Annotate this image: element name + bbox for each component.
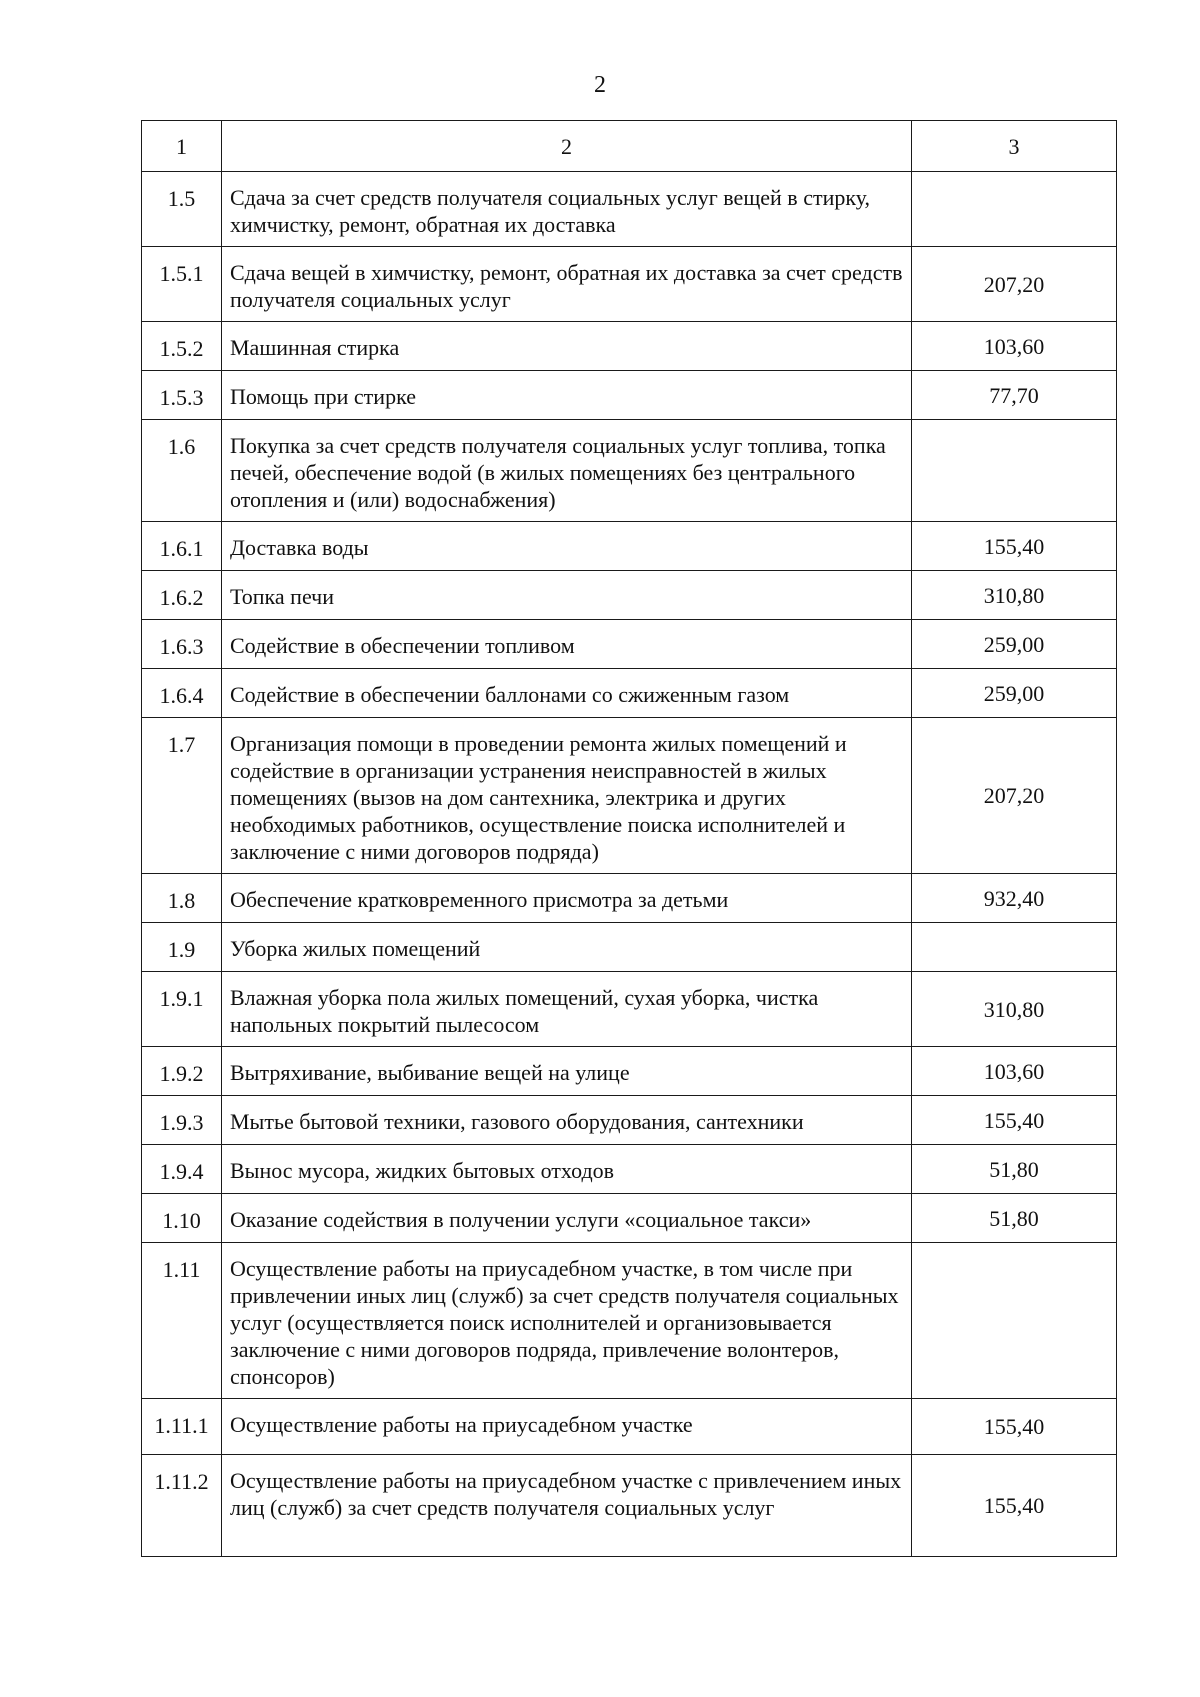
- service-price-cell: 207,20: [912, 718, 1117, 874]
- row-number-cell: 1.9.1: [142, 972, 222, 1047]
- row-number-cell: 1.5: [142, 172, 222, 247]
- table-row: [142, 1399, 1117, 1455]
- row-number-cell: 1.9: [142, 923, 222, 972]
- table-row: [142, 371, 1117, 420]
- service-name-cell: Осуществление работы на приусадебном участке с привлечением иных лиц (служб) за счет средств получателя социальных услуг: [222, 1455, 912, 1557]
- service-price-cell: 103,60: [912, 1047, 1117, 1096]
- row-number-cell: 1.6: [142, 420, 222, 522]
- row-number-cell: 1.11.1: [142, 1399, 222, 1455]
- row-number-cell: 1.5.3: [142, 371, 222, 420]
- service-name-cell: Топка печи: [222, 571, 912, 620]
- service-price-cell: 155,40: [912, 1399, 1117, 1455]
- row-number-cell: 1.5.2: [142, 322, 222, 371]
- header-cell-column-3: 3: [912, 121, 1117, 172]
- row-number-cell: 1.5.1: [142, 247, 222, 322]
- service-name-cell: Осуществление работы на приусадебном участке: [222, 1399, 912, 1455]
- service-price-cell: 155,40: [912, 1096, 1117, 1145]
- table-row: [142, 420, 1117, 522]
- service-price-cell: 51,80: [912, 1145, 1117, 1194]
- service-name-cell: Сдача за счет средств получателя социальных услуг вещей в стирку, химчистку, ремонт, обратная их доставка: [222, 172, 912, 247]
- row-number-cell: 1.9.2: [142, 1047, 222, 1096]
- table-row: [142, 1194, 1117, 1243]
- service-price-cell: 259,00: [912, 620, 1117, 669]
- service-name-cell: Помощь при стирке: [222, 371, 912, 420]
- header-cell-column-2: 2: [222, 121, 912, 172]
- table-row: [142, 1243, 1117, 1399]
- table-row: [142, 669, 1117, 718]
- row-number-cell: 1.8: [142, 874, 222, 923]
- table-row: [142, 247, 1117, 322]
- table-row: [142, 1145, 1117, 1194]
- table-row: [142, 1047, 1117, 1096]
- service-price-cell: 155,40: [912, 1455, 1117, 1557]
- row-number-cell: 1.11.2: [142, 1455, 222, 1557]
- service-name-cell: Уборка жилых помещений: [222, 923, 912, 972]
- service-name-cell: Организация помощи в проведении ремонта жилых помещений и содействие в организации устранения неисправностей в жилых помещениях (вызов на дом сантехника, электрика и других необходимых работников, осуществление поиска исполнителей и заключение с ними договоров подряда): [222, 718, 912, 874]
- table-row: [142, 322, 1117, 371]
- row-number-cell: 1.9.4: [142, 1145, 222, 1194]
- table-row: [142, 620, 1117, 669]
- service-name-cell: Машинная стирка: [222, 322, 912, 371]
- service-price-cell: 51,80: [912, 1194, 1117, 1243]
- service-price-cell: 932,40: [912, 874, 1117, 923]
- page-number: 2: [594, 72, 606, 98]
- service-name-cell: Обеспечение кратковременного присмотра за детьми: [222, 874, 912, 923]
- service-price-cell: 310,80: [912, 571, 1117, 620]
- service-name-cell: Оказание содействия в получении услуги «социальное такси»: [222, 1194, 912, 1243]
- service-price-cell: 155,40: [912, 522, 1117, 571]
- table-row: [142, 923, 1117, 972]
- service-price-cell: 77,70: [912, 371, 1117, 420]
- service-name-cell: Доставка воды: [222, 522, 912, 571]
- service-price-cell: 103,60: [912, 322, 1117, 371]
- service-price-cell: 207,20: [912, 247, 1117, 322]
- table-row: [142, 172, 1117, 247]
- table-row: [142, 522, 1117, 571]
- row-number-cell: 1.6.1: [142, 522, 222, 571]
- service-name-cell: Сдача вещей в химчистку, ремонт, обратная их доставка за счет средств получателя социальных услуг: [222, 247, 912, 322]
- row-number-cell: 1.7: [142, 718, 222, 874]
- table-row: [142, 972, 1117, 1047]
- service-name-cell: Влажная уборка пола жилых помещений, сухая уборка, чистка напольных покрытий пылесосом: [222, 972, 912, 1047]
- service-price-cell: [912, 172, 1117, 247]
- row-number-cell: 1.6.2: [142, 571, 222, 620]
- service-name-cell: Содействие в обеспечении баллонами со сжиженным газом: [222, 669, 912, 718]
- service-price-cell: [912, 923, 1117, 972]
- row-number-cell: 1.6.4: [142, 669, 222, 718]
- service-price-cell: [912, 1243, 1117, 1399]
- table-row: [142, 1455, 1117, 1557]
- service-name-cell: Вытряхивание, выбивание вещей на улице: [222, 1047, 912, 1096]
- service-name-cell: Мытье бытовой техники, газового оборудования, сантехники: [222, 1096, 912, 1145]
- service-price-cell: 310,80: [912, 972, 1117, 1047]
- table-row: [142, 718, 1117, 874]
- row-number-cell: 1.11: [142, 1243, 222, 1399]
- services-table-container: [141, 120, 1116, 1557]
- service-name-cell: Вынос мусора, жидких бытовых отходов: [222, 1145, 912, 1194]
- service-name-cell: Содействие в обеспечении топливом: [222, 620, 912, 669]
- table-header-row: [142, 121, 1117, 172]
- header-cell-column-1: 1: [142, 121, 222, 172]
- row-number-cell: 1.10: [142, 1194, 222, 1243]
- service-name-cell: Покупка за счет средств получателя социальных услуг топлива, топка печей, обеспечение водой (в жилых помещениях без центрального отопления и (или) водоснабжения): [222, 420, 912, 522]
- service-price-cell: 259,00: [912, 669, 1117, 718]
- table-row: [142, 571, 1117, 620]
- services-price-table: [141, 120, 1117, 1557]
- table-body: [142, 121, 1117, 1557]
- service-price-cell: [912, 420, 1117, 522]
- service-name-cell: Осуществление работы на приусадебном участке, в том числе при привлечении иных лиц (служб) за счет средств получателя социальных услуг (осуществляется поиск исполнителей и организовывается заключение с ними договоров подряда, привлечение волонтеров, спонсоров): [222, 1243, 912, 1399]
- table-row: [142, 874, 1117, 923]
- row-number-cell: 1.9.3: [142, 1096, 222, 1145]
- table-row: [142, 1096, 1117, 1145]
- row-number-cell: 1.6.3: [142, 620, 222, 669]
